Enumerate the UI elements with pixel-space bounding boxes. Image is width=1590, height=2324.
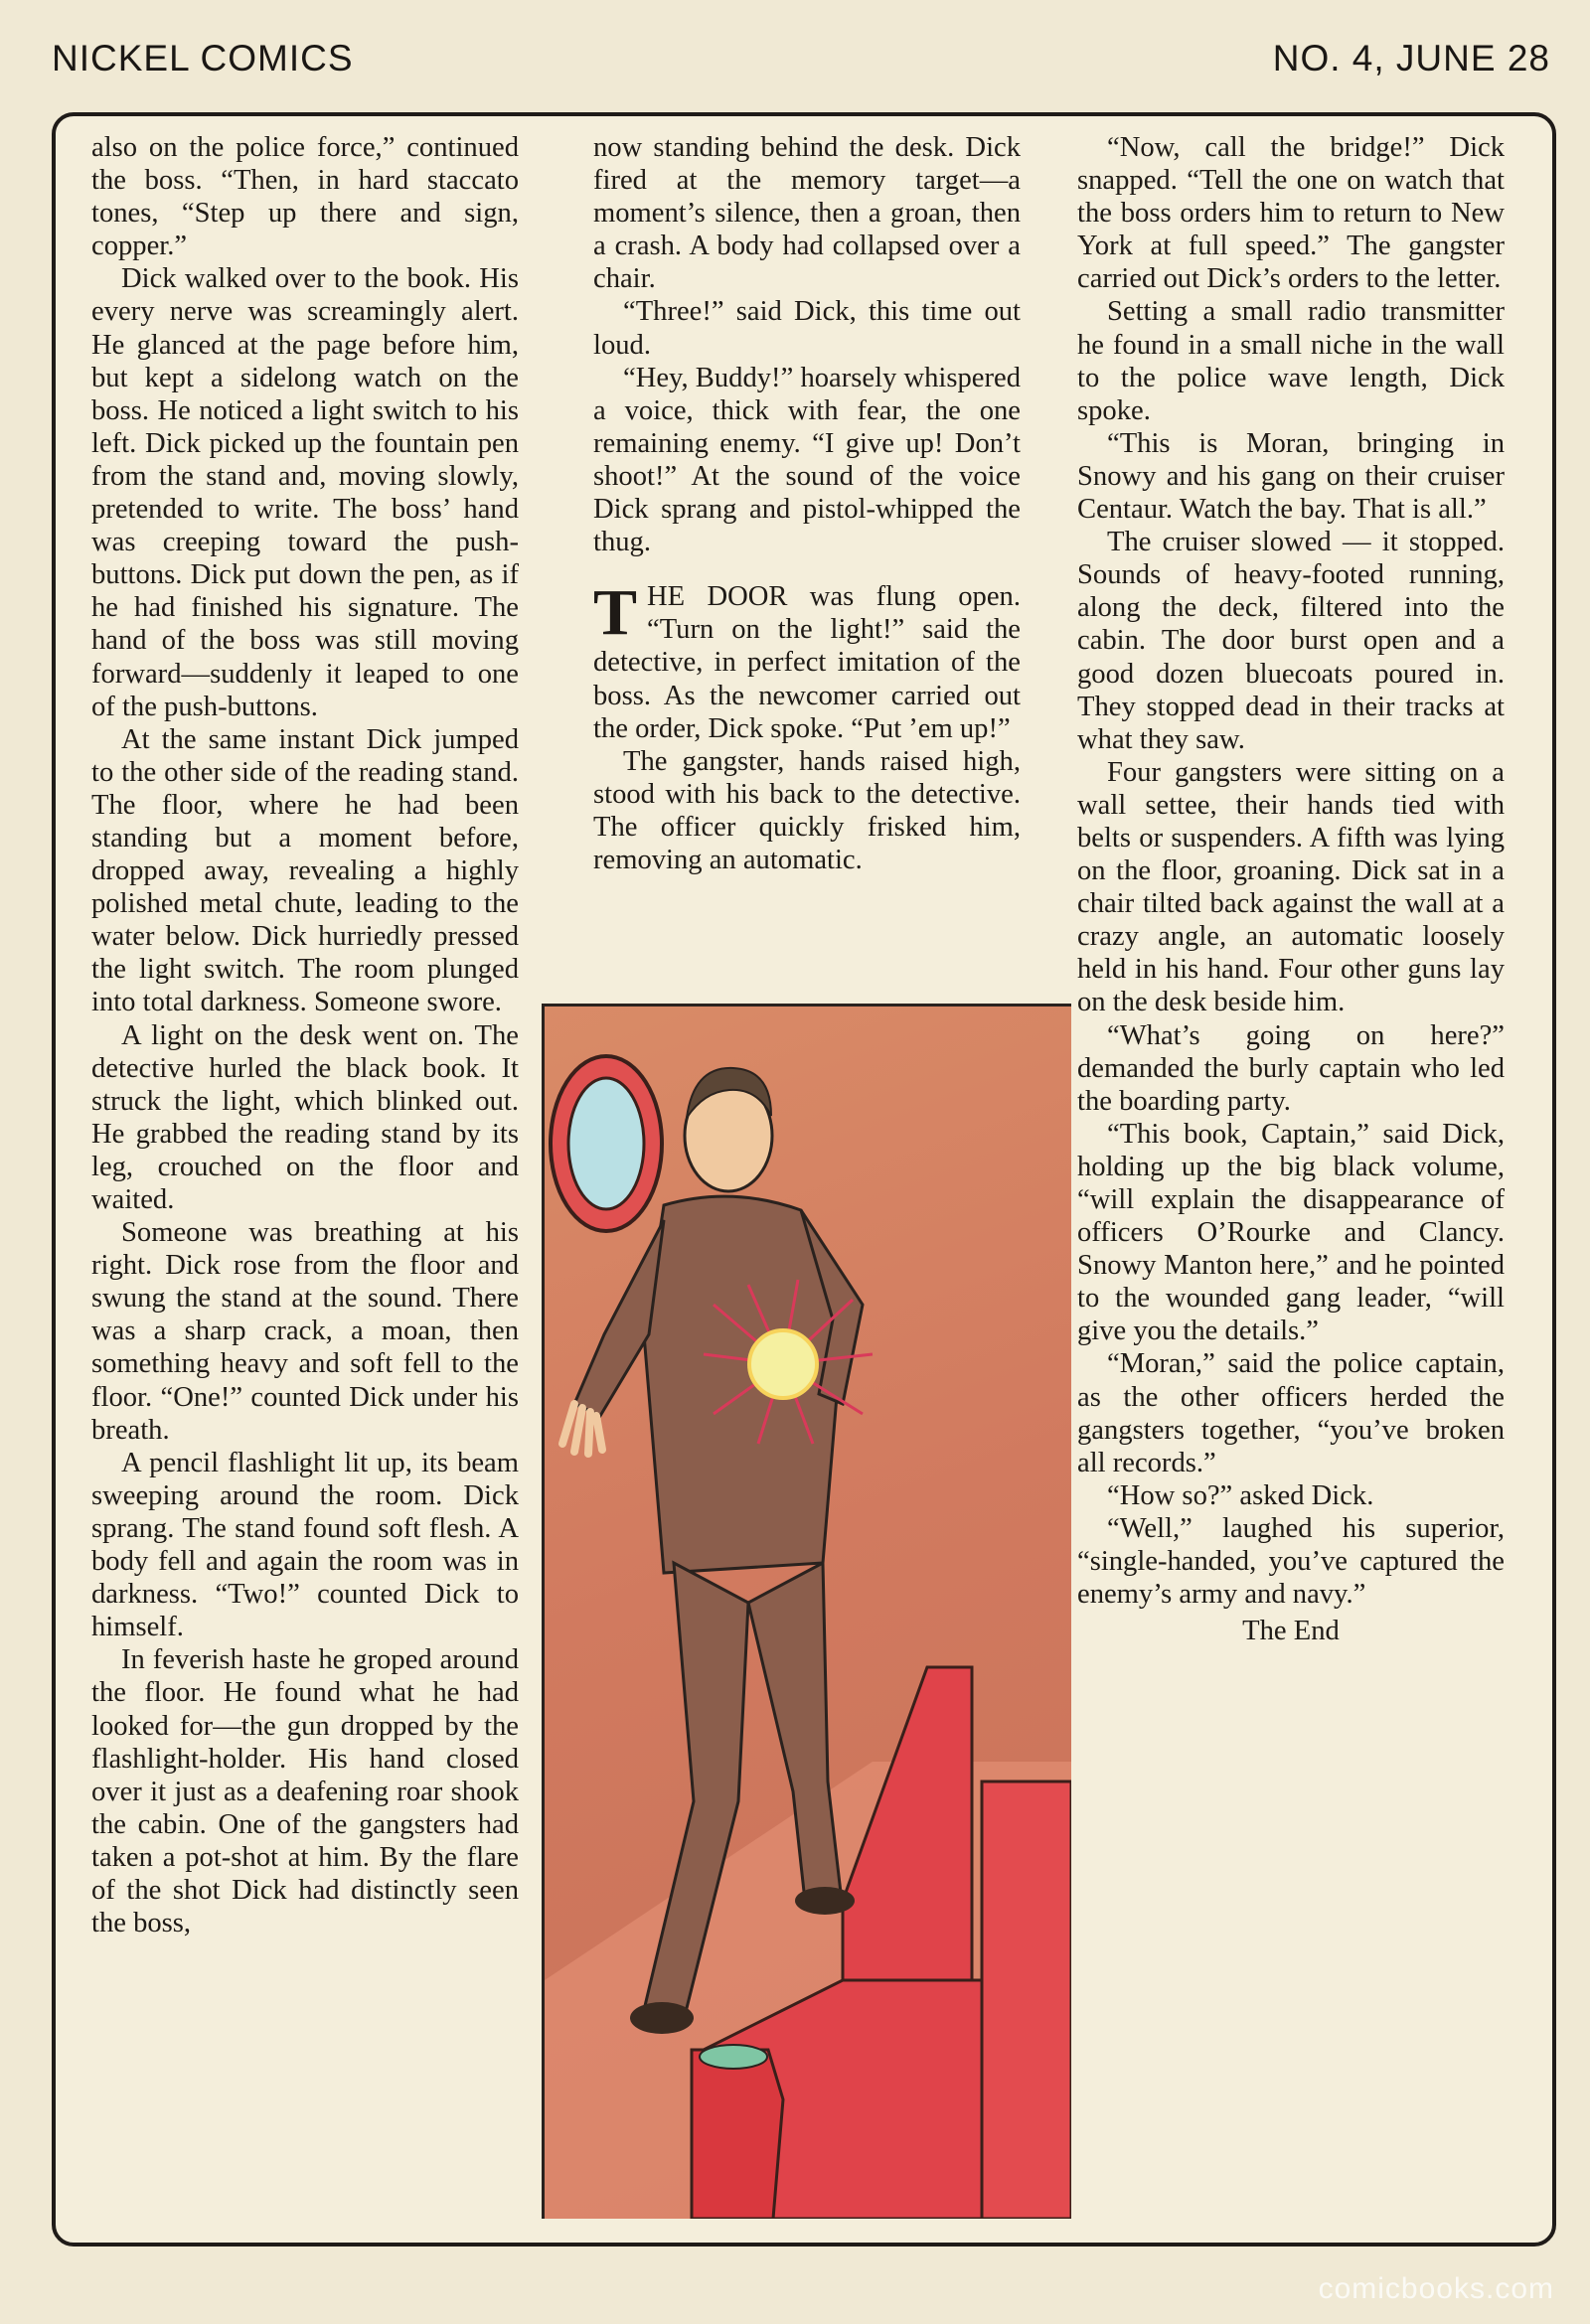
settee-arm (982, 1782, 1071, 2219)
paragraph: At the same instant Dick jumped to the other side of the reading stand. The floor, where he had been standing but a moment before, dropped away, revealing a highly polished metal chute, leading to the water below. Dick hurriedly pressed the light switch. The room plunged into total darkness. Someone swore. (91, 723, 519, 1018)
text-column-3 (1077, 131, 1505, 1647)
section-lead-text: HE DOOR was flung open. “Turn on the light!” said the detective, in perfect imitation of the boss. As the newcomer carried out the order, Dick spoke. “Put ’em up!” (593, 581, 1021, 744)
paragraph: “Three!” said Dick, this time out loud. (593, 296, 1021, 361)
watermark-label: comicbooks.com (1318, 2272, 1554, 2305)
paragraph: “This book, Captain,” said Dick, holding up the big black volume, “will explain the disappearance of officers O’Rourke and Clancy. Snowy Manton here,” and he pointed to the wounded gang leader, “will give you the details.” (1077, 1118, 1505, 1347)
paragraph: also on the police force,” continued the boss. “Then, in hard staccato tones, “Step up there and sign, copper.” (91, 132, 519, 262)
paragraph: “Hey, Buddy!” hoarsely whispered a voice, thick with fear, the one remaining enemy. “I give up! Don’t shoot!” At the sound of the voice Dick sprang and pistol-whipped the thug. (593, 362, 1021, 558)
paragraph: Someone was breathing at his right. Dick rose from the floor and swung the stand at the sound. There was a sharp crack, a moan, then something heavy and soft fell to the floor. “One!” counted Dick under his breath. (91, 1217, 519, 1446)
paragraph: Dick walked over to the book. His every nerve was screamingly alert. He glanced at the page before him, but kept a sidelong watch on the boss. He noticed a light switch to his left. Dick picked up the fountain pen from the stand and, moving slowly, pretended to write. The boss’ hand was creeping toward the push-buttons. Dick put down the pen, as if he had finished his signature. The hand of the boss was still moving forward—suddenly it leaped to one of the push-buttons. (91, 263, 519, 722)
paragraph: now standing behind the desk. Dick fired at the memory target—a moment’s silence, then a groan, then a crash. A body had collapsed over a chair. (593, 132, 1021, 295)
man-left-shoe (630, 2002, 694, 2034)
paragraph: Setting a small radio transmitter he found in a small niche in the wall to the police wave length, Dick spoke. (1077, 296, 1505, 426)
text-column-1 (91, 131, 519, 1939)
paragraph: A light on the desk went on. The detective hurled the black book. It struck the light, which blinked out. He grabbed the reading stand by its leg, crouched on the floor and waited. (91, 1019, 519, 1215)
muzzle-flash-core (749, 1330, 817, 1398)
paragraph: In feverish haste he groped around the floor. He found what he had looked for—the gun dropped by the flashlight-holder. His hand closed over it just as a deafening roar shook the cabin. One of the gangsters had taken a pot-shot at him. By the flare of the shot Dick had distinctly seen the boss, (91, 1644, 519, 1939)
publication-title: NICKEL COMICS (52, 38, 354, 78)
ashtray (700, 2045, 767, 2069)
drop-cap: T (593, 576, 638, 650)
illustration-drawing (545, 1007, 1071, 2219)
page-header (52, 38, 1550, 97)
paragraph: “Now, call the bridge!” Dick snapped. “Tell the one on watch that the boss orders him to return to New York at full speed.” The gangster carried out Dick’s orders to the letter. (1077, 132, 1505, 295)
paragraph: Four gangsters were sitting on a wall settee, their hands tied with belts or suspenders. A fifth was lying on the floor, groaning. Dick sat in a chair tilted back against the wall at a crazy angle, an automatic loosely held in his hand. Four other guns lay on the desk beside him. (1077, 756, 1505, 1018)
paragraph: “What’s going on here?” demanded the burly captain who led the boarding party. (1077, 1019, 1505, 1117)
paragraph: “Moran,” said the police captain, as the other officers herded the gangsters together, “you’ve broken all records.” (1077, 1348, 1505, 1478)
the-end-label: The End (1242, 1616, 1340, 1647)
paragraph: “Well,” laughed his superior, “single-handed, you’ve captured the enemy’s army and navy.” (1077, 1512, 1505, 1611)
text-column-2 (593, 131, 1021, 876)
paragraph: The cruiser slowed — it stopped. Sounds of heavy-footed running, along the deck, filtered into the cabin. The door burst open and a good dozen bluecoats poured in. They stopped dead in their tracks at what they saw. (1077, 527, 1505, 755)
paragraph: A pencil flashlight lit up, its beam sweeping around the room. Dick sprang. The stand found soft flesh. A body fell and again the room was in darkness. “Two!” counted Dick to himself. (91, 1447, 519, 1643)
story-illustration (542, 1004, 1071, 2219)
man-right-shoe (795, 1887, 855, 1915)
paragraph: “How so?” asked Dick. (1107, 1479, 1374, 1511)
porthole-glass (568, 1078, 644, 1209)
paragraph: “This is Moran, bringing in Snowy and his gang on their cruiser Centaur. Watch the bay. That is all.” (1077, 427, 1505, 526)
section-lead (593, 576, 1021, 744)
paragraph: The gangster, hands raised high, stood with his back to the detective. The officer quickly frisked him, removing an automatic. (593, 745, 1021, 875)
desk (692, 2050, 783, 2219)
issue-info: NO. 4, JUNE 28 (1272, 38, 1550, 78)
